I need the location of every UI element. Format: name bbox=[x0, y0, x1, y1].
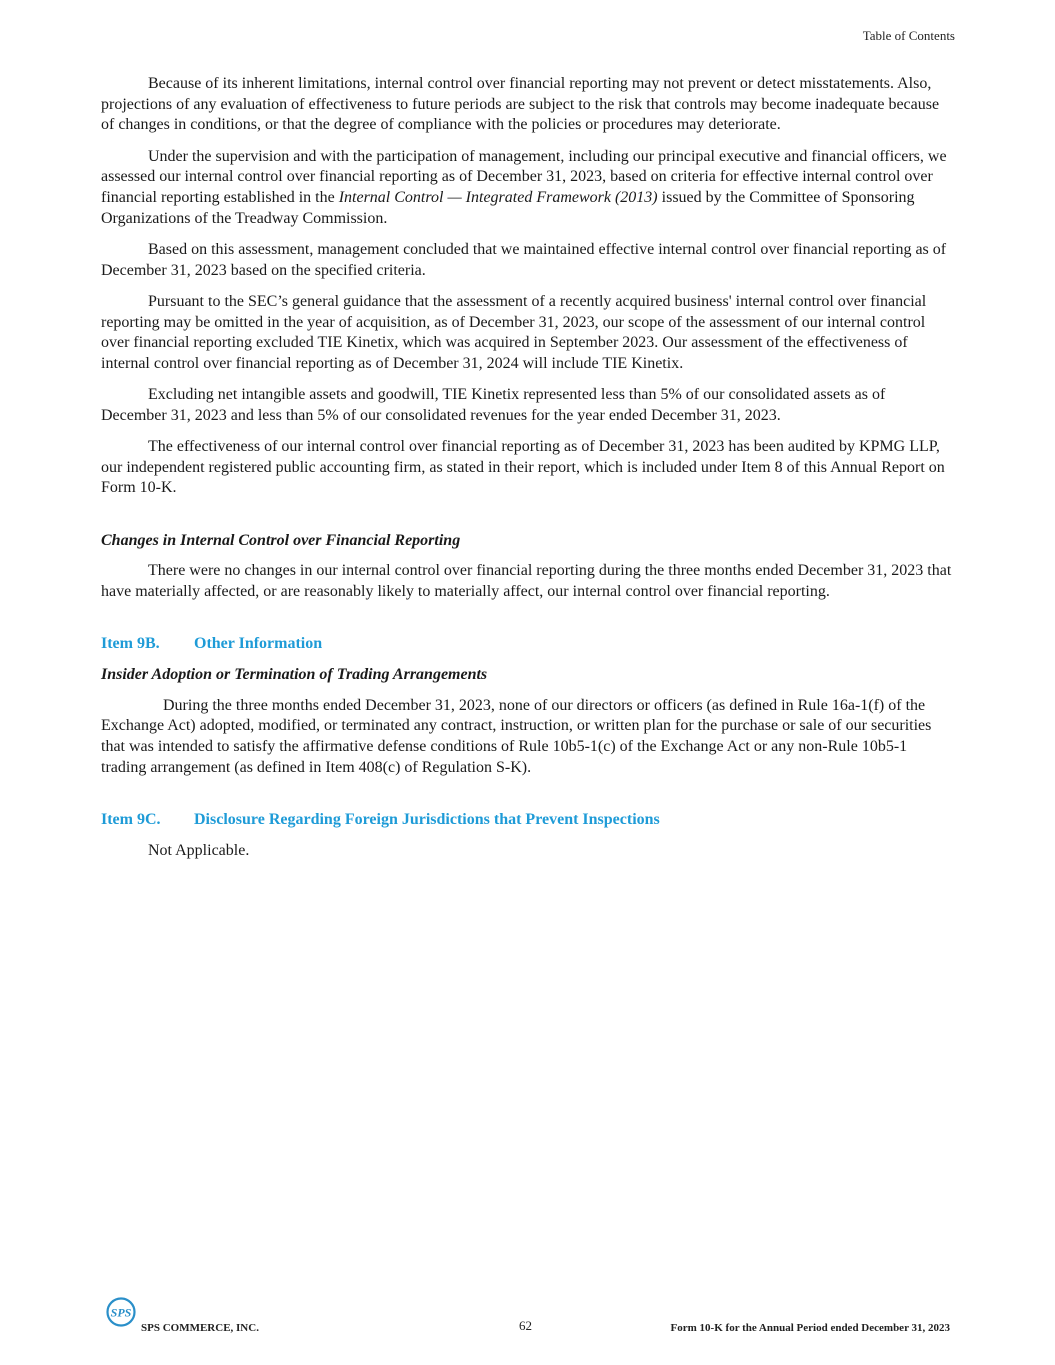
paragraph-conclusion: Based on this assessment, management concluded that we maintained effective internal control over financial reporting as of December 31, 2023 based on the specified criteria. bbox=[101, 240, 947, 279]
paragraph-tie-kinetix: Excluding net intangible assets and goodwill, TIE Kinetix represented less than 5% of our consolidated assets as of December 31, 2023 and less than 5% of our consolidated revenues for the year ended December 31, 2023. bbox=[101, 386, 886, 424]
changes-paragraph: There were no changes in our internal control over financial reporting during the three months ended December 31, 2023 that have materially affected, or are reasonably likely to materially affect, our internal control over financial reporting. bbox=[101, 562, 952, 601]
item-9c-paragraph: Not Applicable. bbox=[148, 841, 250, 859]
item-9c-heading bbox=[101, 810, 953, 831]
item-9c-number: Item 9C. bbox=[101, 810, 161, 828]
item-9c-title: Disclosure Regarding Foreign Jurisdictions that Prevent Inspections bbox=[194, 810, 660, 828]
paragraph-assessment-text-1: Under the supervision and with the participation of management, including our principal executive and financial officers, we assessed our internal control over financial reporting as of December 31, 2023, based on criteria for effective internal control over financial reporting established in the bbox=[101, 147, 947, 207]
insider-trading-paragraph: During the three months ended December 31, 2023, none of our directors or officers (as defined in Rule 16a-1(f) of the Exchange Act) adopted, modified, or terminated any contract, instruction, or written plan for the purchase or sale of our securities that was intended to satisfy the affirmative defense conditions of Rule 10b5-1(c) of the Exchange Act or any non-Rule 10b5-1 trading arrangement (as defined in Item 408(c) of Regulation S-K). bbox=[101, 696, 932, 776]
page-number: 62 bbox=[519, 1318, 532, 1333]
item-9b-number: Item 9B. bbox=[101, 635, 160, 653]
item-9b-heading bbox=[101, 634, 953, 655]
paragraph-assessment-text-2: issued by the Committee of Sponsoring Organizations of the Treadway Commission. bbox=[101, 189, 915, 227]
changes-heading: Changes in Internal Control over Financial Reporting bbox=[101, 531, 461, 549]
paragraph-audit: The effectiveness of our internal control over financial reporting as of December 31, 2023 has been audited by KPMG LLP, our independent registered public accounting firm, as stated in their report, which is included under Item 8 of this Annual Report on Form 10-K. bbox=[101, 438, 945, 497]
footer-company-name: SPS COMMERCE, INC. bbox=[141, 1322, 259, 1334]
page-body bbox=[101, 74, 953, 872]
sps-logo-icon bbox=[104, 1297, 138, 1327]
footer-form-title: Form 10-K for the Annual Period ended December 31, 2023 bbox=[670, 1322, 950, 1334]
insider-trading-heading: Insider Adoption or Termination of Trading Arrangements bbox=[101, 665, 488, 683]
page-footer bbox=[0, 1295, 1055, 1335]
paragraph-acquisition: Pursuant to the SEC’s general guidance that the assessment of a recently acquired business' internal control over financial reporting may be omitted in the year of acquisition, as of December 31, 2023, our scope of the assessment of our internal control over financial reporting excluded TIE Kinetix, which was acquired in September 2023. Our assessment of the effectiveness of internal control over financial reporting as of December 31, 2024 will include TIE Kinetix. bbox=[101, 292, 927, 372]
table-of-contents-link[interactable]: Table of Contents bbox=[862, 28, 955, 43]
item-9b-title: Other Information bbox=[194, 635, 323, 653]
paragraph-limitations: Because of its inherent limitations, internal control over financial reporting may not prevent or detect misstatements. Also, projections of any evaluation of effectiveness to future periods are subject to the risk that controls may become inadequate because of changes in conditions, or that the degree of compliance with the policies or procedures may deteriorate. bbox=[101, 75, 940, 134]
framework-title: Internal Control — Integrated Framework (2013) bbox=[338, 189, 658, 207]
paragraph-assessment bbox=[101, 147, 953, 230]
logo-text: SPS bbox=[110, 1305, 132, 1320]
